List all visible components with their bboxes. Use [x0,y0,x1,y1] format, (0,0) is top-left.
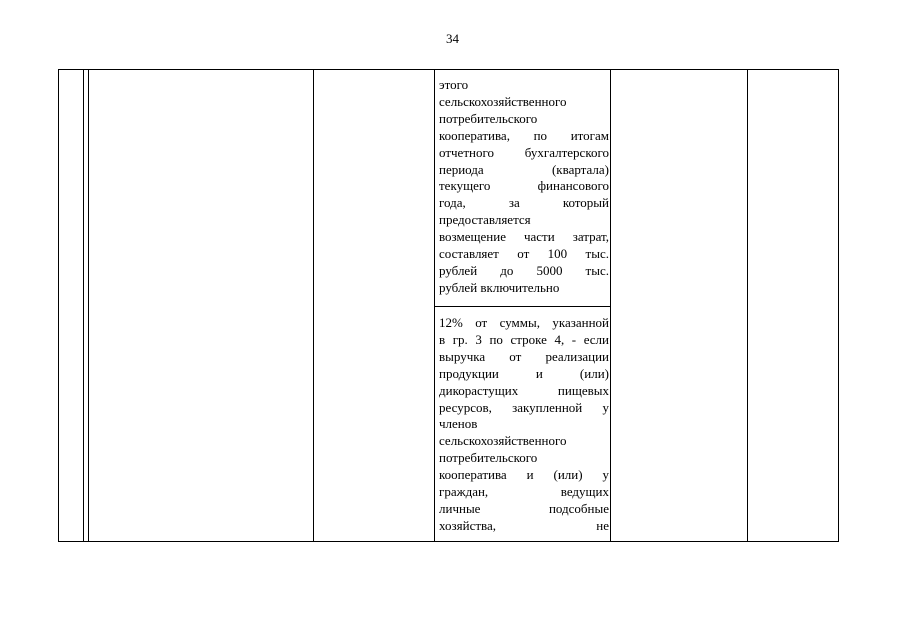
table-cell-line: ресурсов, закупленной у [439,399,609,415]
column-divider-4 [610,70,611,541]
table-cell-line: отчетного бухгалтерского [439,144,609,160]
table-cell-line: сельскохозяйственного [439,433,567,449]
table-cell-line: выручка от реализации [439,348,609,364]
table-cell-line: кооператива, по итогам [439,127,609,143]
table-cell-line: рублей включительно [439,279,560,295]
table-cell-line: личные подсобные [439,500,609,516]
table-cell-line: потребительского [439,110,538,126]
table-cell-line: рублей до 5000 тыс. [439,262,609,278]
table-cell-line: потребительского [439,450,538,466]
table-cell-line: кооператива и (или) у [439,467,609,483]
table-cell-line: возмещение части затрат, [439,229,609,245]
column-divider-5 [747,70,748,541]
table-cell-upper [439,77,609,297]
table-cell-line: членов [439,416,478,432]
table-cell-line: хозяйства, не [439,517,609,533]
table-cell-line: предоставляется [439,212,531,228]
table-cell-line: составляет от 100 тыс. [439,246,609,262]
table-cell-line: периода (квартала) [439,161,609,177]
table-cell-line: сельскохозяйственного [439,93,567,109]
table-cell-line: года, за который [439,195,609,211]
column-divider-2 [313,70,314,541]
table-cell-line: в гр. 3 по строке 4, - если [439,331,609,347]
column-divider-1 [83,70,84,541]
column-divider-1b [88,70,89,541]
table-cell-line: 12% от суммы, указанной [439,315,609,330]
table-cell-line: дикорастущих пищевых [439,382,609,398]
page-number: 34 [446,31,459,46]
table-cell-line: текущего финансового [439,178,609,194]
table-cell-line: этого [439,77,469,92]
document-table [58,69,839,542]
table-cell-line: продукции и (или) [439,365,609,381]
table-cell-lower [439,315,609,535]
table-cell-line: граждан, ведущих [439,484,609,500]
row-divider [434,306,610,307]
